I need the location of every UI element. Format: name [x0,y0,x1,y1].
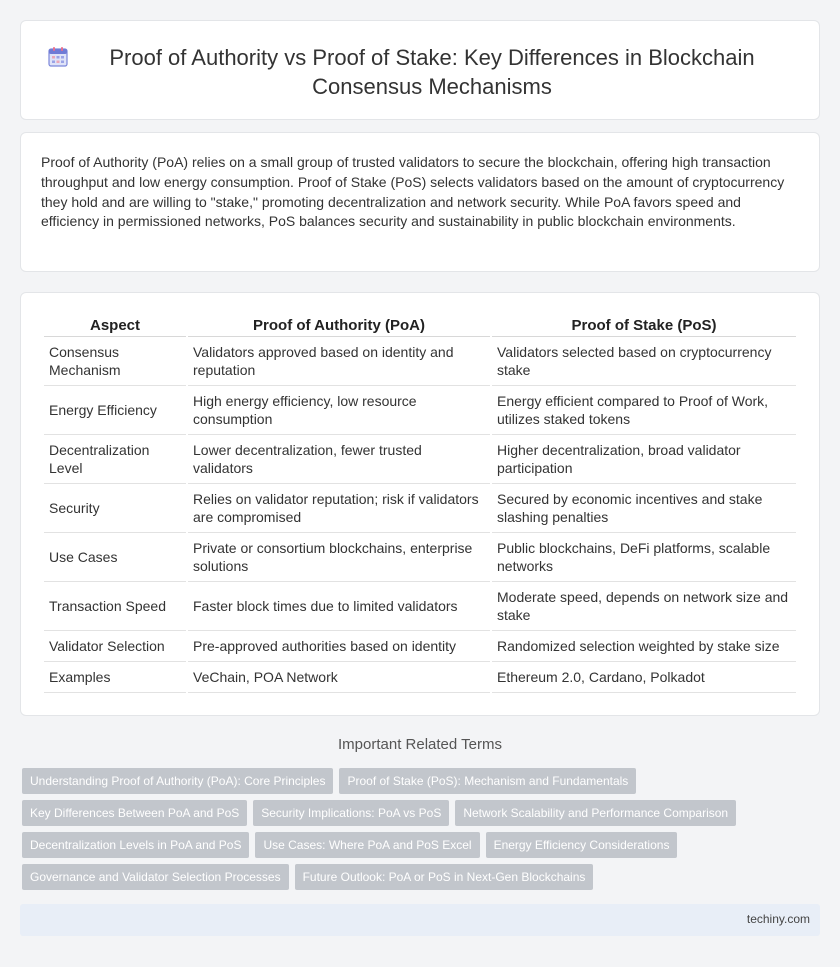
related-term-tag[interactable]: Proof of Stake (PoS): Mechanism and Fundamentals [339,768,636,794]
aspect-cell: Security [44,484,186,533]
pos-cell: Secured by economic incentives and stake slashing penalties [492,484,796,533]
poa-cell: Validators approved based on identity and reputation [188,337,490,386]
poa-cell: Relies on validator reputation; risk if validators are compromised [188,484,490,533]
related-term-tag[interactable]: Energy Efficiency Considerations [486,832,678,858]
tag-row [22,864,822,890]
aspect-cell: Validator Selection [44,631,186,662]
page-title: Proof of Authority vs Proof of Stake: Key Differences in Blockchain Consensus Mechanisms [109,45,755,99]
related-term-tag[interactable]: Use Cases: Where PoA and PoS Excel [255,832,479,858]
related-term-tag[interactable]: Governance and Validator Selection Processes [22,864,289,890]
table-row [44,386,796,435]
aspect-cell: Examples [44,662,186,693]
table-row [44,337,796,386]
table-row [44,582,796,631]
aspect-cell: Consensus Mechanism [44,337,186,386]
aspect-cell: Decentralization Level [44,435,186,484]
aspect-cell: Transaction Speed [44,582,186,631]
aspect-cell: Use Cases [44,533,186,582]
related-term-tag[interactable]: Key Differences Between PoA and PoS [22,800,247,826]
comparison-table-card [20,292,820,716]
table-row [44,631,796,662]
related-term-tag[interactable]: Decentralization Levels in PoA and PoS [22,832,249,858]
pos-cell: Public blockchains, DeFi platforms, scalable networks [492,533,796,582]
pos-cell: Moderate speed, depends on network size and stake [492,582,796,631]
tag-row [22,768,822,794]
comparison-table [42,315,798,693]
pos-cell: Randomized selection weighted by stake size [492,631,796,662]
table-header-row [44,315,796,337]
table-row [44,533,796,582]
related-term-tag[interactable]: Network Scalability and Performance Comparison [455,800,736,826]
poa-cell: Lower decentralization, fewer trusted validators [188,435,490,484]
table-row [44,435,796,484]
pos-cell: Higher decentralization, broad validator participation [492,435,796,484]
tag-row [22,832,822,858]
poa-cell: Faster block times due to limited validators [188,582,490,631]
aspect-cell: Energy Efficiency [44,386,186,435]
related-terms-heading: Important Related Terms [338,736,502,753]
poa-cell: Pre-approved authorities based on identity [188,631,490,662]
related-term-tag[interactable]: Understanding Proof of Authority (PoA): Core Principles [22,768,333,794]
poa-cell: Private or consortium blockchains, enterprise solutions [188,533,490,582]
table-row [44,662,796,693]
related-term-tag[interactable]: Future Outlook: PoA or PoS in Next-Gen Blockchains [295,864,594,890]
header-card [20,20,820,120]
footer-site-name[interactable]: techiny.com [746,912,810,926]
column-header-pos: Proof of Stake (PoS) [492,315,796,337]
poa-cell: High energy efficiency, low resource consumption [188,386,490,435]
table-row [44,484,796,533]
intro-card [20,132,820,272]
tag-row [22,800,822,826]
pos-cell: Energy efficient compared to Proof of Work, utilizes staked tokens [492,386,796,435]
poa-cell: VeChain, POA Network [188,662,490,693]
intro-paragraph: Proof of Authority (PoA) relies on a small group of trusted validators to secure the blockchain, offering high transaction throughput and low energy consumption. Proof of Stake (PoS) selects validators based on the amount of cryptocurrency they hold and are willing to "stake," promoting decentralization and network security. While PoA favors speed and efficiency in permissioned networks, PoS balances security and sustainability in public blockchain environments. [41,154,785,230]
pos-cell: Ethereum 2.0, Cardano, Polkadot [492,662,796,693]
footer-bar [20,904,820,936]
column-header-poa: Proof of Authority (PoA) [188,315,490,337]
related-terms-list [22,768,822,896]
pos-cell: Validators selected based on cryptocurrency stake [492,337,796,386]
related-term-tag[interactable]: Security Implications: PoA vs PoS [253,800,449,826]
column-header-aspect: Aspect [44,315,186,337]
